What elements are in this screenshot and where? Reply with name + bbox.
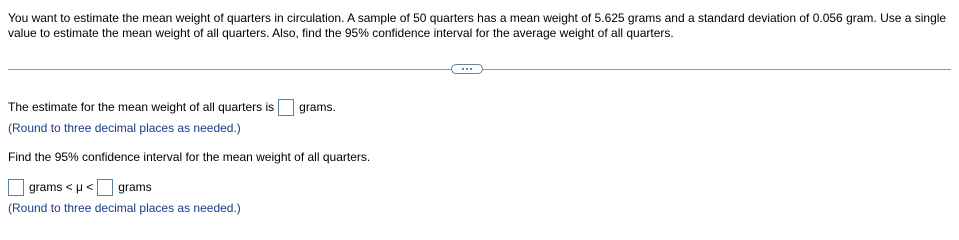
interval-line <box>8 179 152 196</box>
estimate-answer-input[interactable] <box>278 99 294 116</box>
interval-prompt: Find the 95% confidence interval for the mean weight of all quarters. <box>8 150 371 164</box>
interval-middle-text: grams < μ < <box>29 180 94 194</box>
interval-upper-input[interactable] <box>97 179 113 196</box>
ellipsis-icon <box>462 68 464 70</box>
interval-unit: grams <box>118 180 152 194</box>
ellipsis-icon <box>470 68 472 70</box>
interval-rounding-hint: (Round to three decimal places as needed.) <box>8 201 241 215</box>
ellipsis-icon <box>466 68 468 70</box>
question-text: You want to estimate the mean weight of quarters in circulation. A sample of 50 quarters has a mean weight of 5.625 grams and a standard deviation of 0.056 gram. Use a single value to estimate the mean weight of all quarters. Also, find the 95% confidence interval for the average weight of all quarters. <box>8 11 947 40</box>
interval-lower-input[interactable] <box>8 179 24 196</box>
estimate-line <box>8 99 336 116</box>
expand-more-button[interactable] <box>451 64 483 74</box>
estimate-unit: grams. <box>299 100 336 114</box>
estimate-rounding-hint: (Round to three decimal places as needed.) <box>8 121 241 135</box>
estimate-prompt: The estimate for the mean weight of all quarters is <box>8 100 275 114</box>
